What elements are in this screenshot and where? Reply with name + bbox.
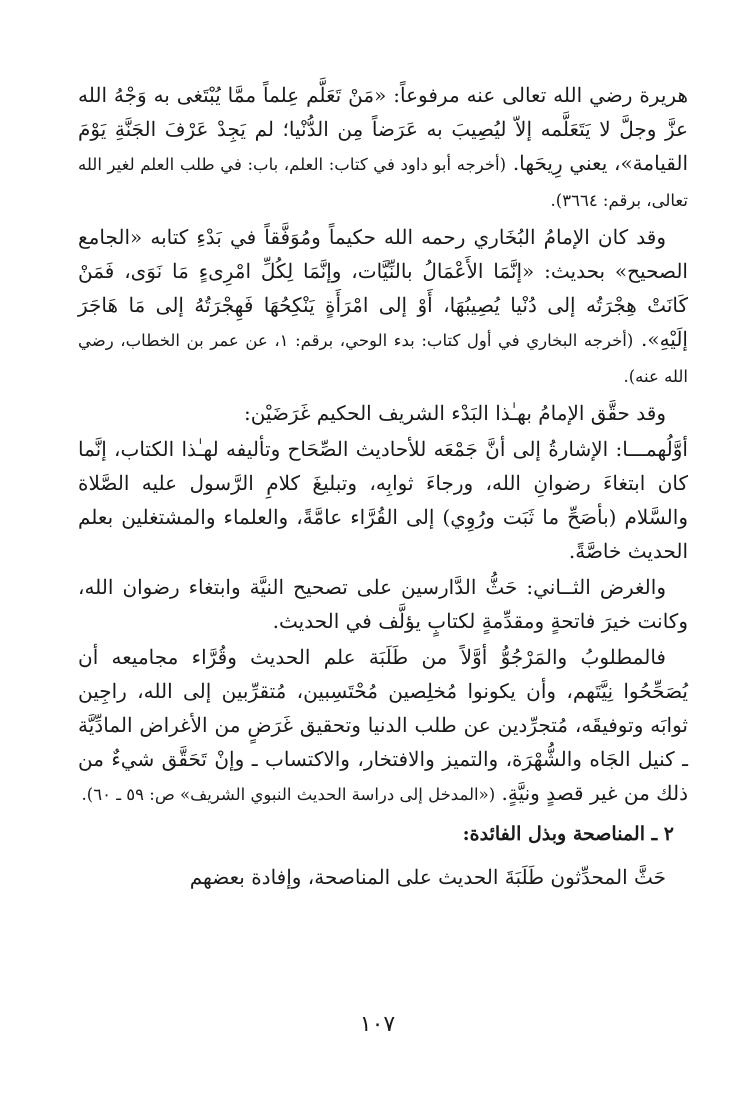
paragraph-text: فالمطلوبُ والمَرْجُوُّ أوَّلاً من طَلَبَة علم الحديث وقُرَّاء مجاميعه أن يُصَحِّحُوا نِيَّتَهم، وأن يكونوا مُخلِصين مُحْتَسِبين، مُتقرِّبين إلى الله، راجِين ثوابَه وتوفيقَه، مُتجرِّدين عن طلب الدنيا وتحقيق غَرَضٍ من الأغراض المادِّيَّة ـ كنيل الجَاه والشُّهْرَة، والتميز والافتخار، والاكتساب ـ وإنْ تَحَقَّق شيءٌ من ذلك من غير قصدٍ ونيَّةٍ. [78,645,688,805]
paragraph-abu-hurayra-hadith [78,78,688,218]
paragraph-text: وقد حقَّق الإمامُ بهـٰذا البَدْء الشريف الحكيم غَرَضَيْن: [243,401,666,425]
paragraph-text: أوَّلُهمـــا: الإشارةُ إلى أنَّ جَمْعَه للأحاديث الصِّحَاح وتأليفه لهـٰذا الكتاب، إنَّما كان ابتغاءَ رضوانِ الله، ورجاءَ ثوابِه، وتبليغَ كلامِ الرَّسول عليه الصَّلاة والسَّلام (بأصَحِّ ما ثَبَت ورُوِي) إلى القُرَّاء عامَّةً، والعلماء والمشتغلين بعلم الحديث خاصَّةً. [78,437,688,563]
paragraph-text: وقد كان الإمامُ البُخَاري رحمه الله حكيماً ومُوَفَّقاً في بَدْءِ كتابه «الجامع الصحيح» بحديث: «إنَّمَا الأَعْمَالُ بالنِّيَّات، وإنَّمَا لِكُلِّ امْرِىءٍ مَا نَوَى، فَمَنْ كَانَتْ هِجْرَتُه إلى دُنْيا يُصِيبُهَا، أَوْ إلى امْرَأَةٍ يَنْكِحُهَا فَهِجْرَتُهُ إلى مَا هَاجَرَ إلَيْهِ». [78,225,688,351]
paragraph-bukhari-intro [78,220,688,394]
paragraph-text: هريرة رضي الله تعالى عنه مرفوعاً: «مَنْ تَعَلَّم عِلماً ممَّا يُبْتَغى به وَجْهُ الله عزَّ وجلَّ لا يَتَعَلَّمه إلاّ ليُصِيبَ به عَرَضاً مِن الدُّنْيا؛ لم يَجِدْ عَرْفَ الجَنَّةِ يَوْمَ القيامة»، يعني رِيحَها. [78,83,689,175]
page-body [78,78,688,894]
paragraph-students-intention [78,640,688,812]
citation-note: (أخرجه أبو داود في كتاب: العلم، باب: في طلب العلم لغير الله تعالى، برقم: ٣٦٦٤). [78,155,688,210]
citation-note: («المدخل إلى دراسة الحديث النبوي الشريف» ص: ٥٩ ـ ٦٠). [81,785,496,804]
paragraph-final [78,860,688,894]
section-heading: ٢ ـ المناصحة وبذل الفائدة: [462,823,674,845]
page-number: ١٠٧ [359,1012,396,1037]
paragraph-two-purposes [78,396,688,430]
paragraph-second-purpose [78,570,688,638]
paragraph-first-purpose [78,432,688,568]
paragraph-text: حَثَّ المحدِّثون طَلَبَةَ الحديث على المناصحة، وإفادة بعضهم [189,865,666,889]
citation-note: (أخرجه البخاري في أول كتاب: بدء الوحي، برقم: ١، عن عمر بن الخطاب، رضي الله عنه). [78,331,688,386]
paragraph-text: والغرض الثــاني: حَثُّ الدَّارسين على تصحيح النيَّة وابتغاء رضوان الله، وكانت خيرَ فاتحةٍ ومقدِّمةٍ لكتابٍ يؤلَّف في الحديث. [78,575,688,633]
